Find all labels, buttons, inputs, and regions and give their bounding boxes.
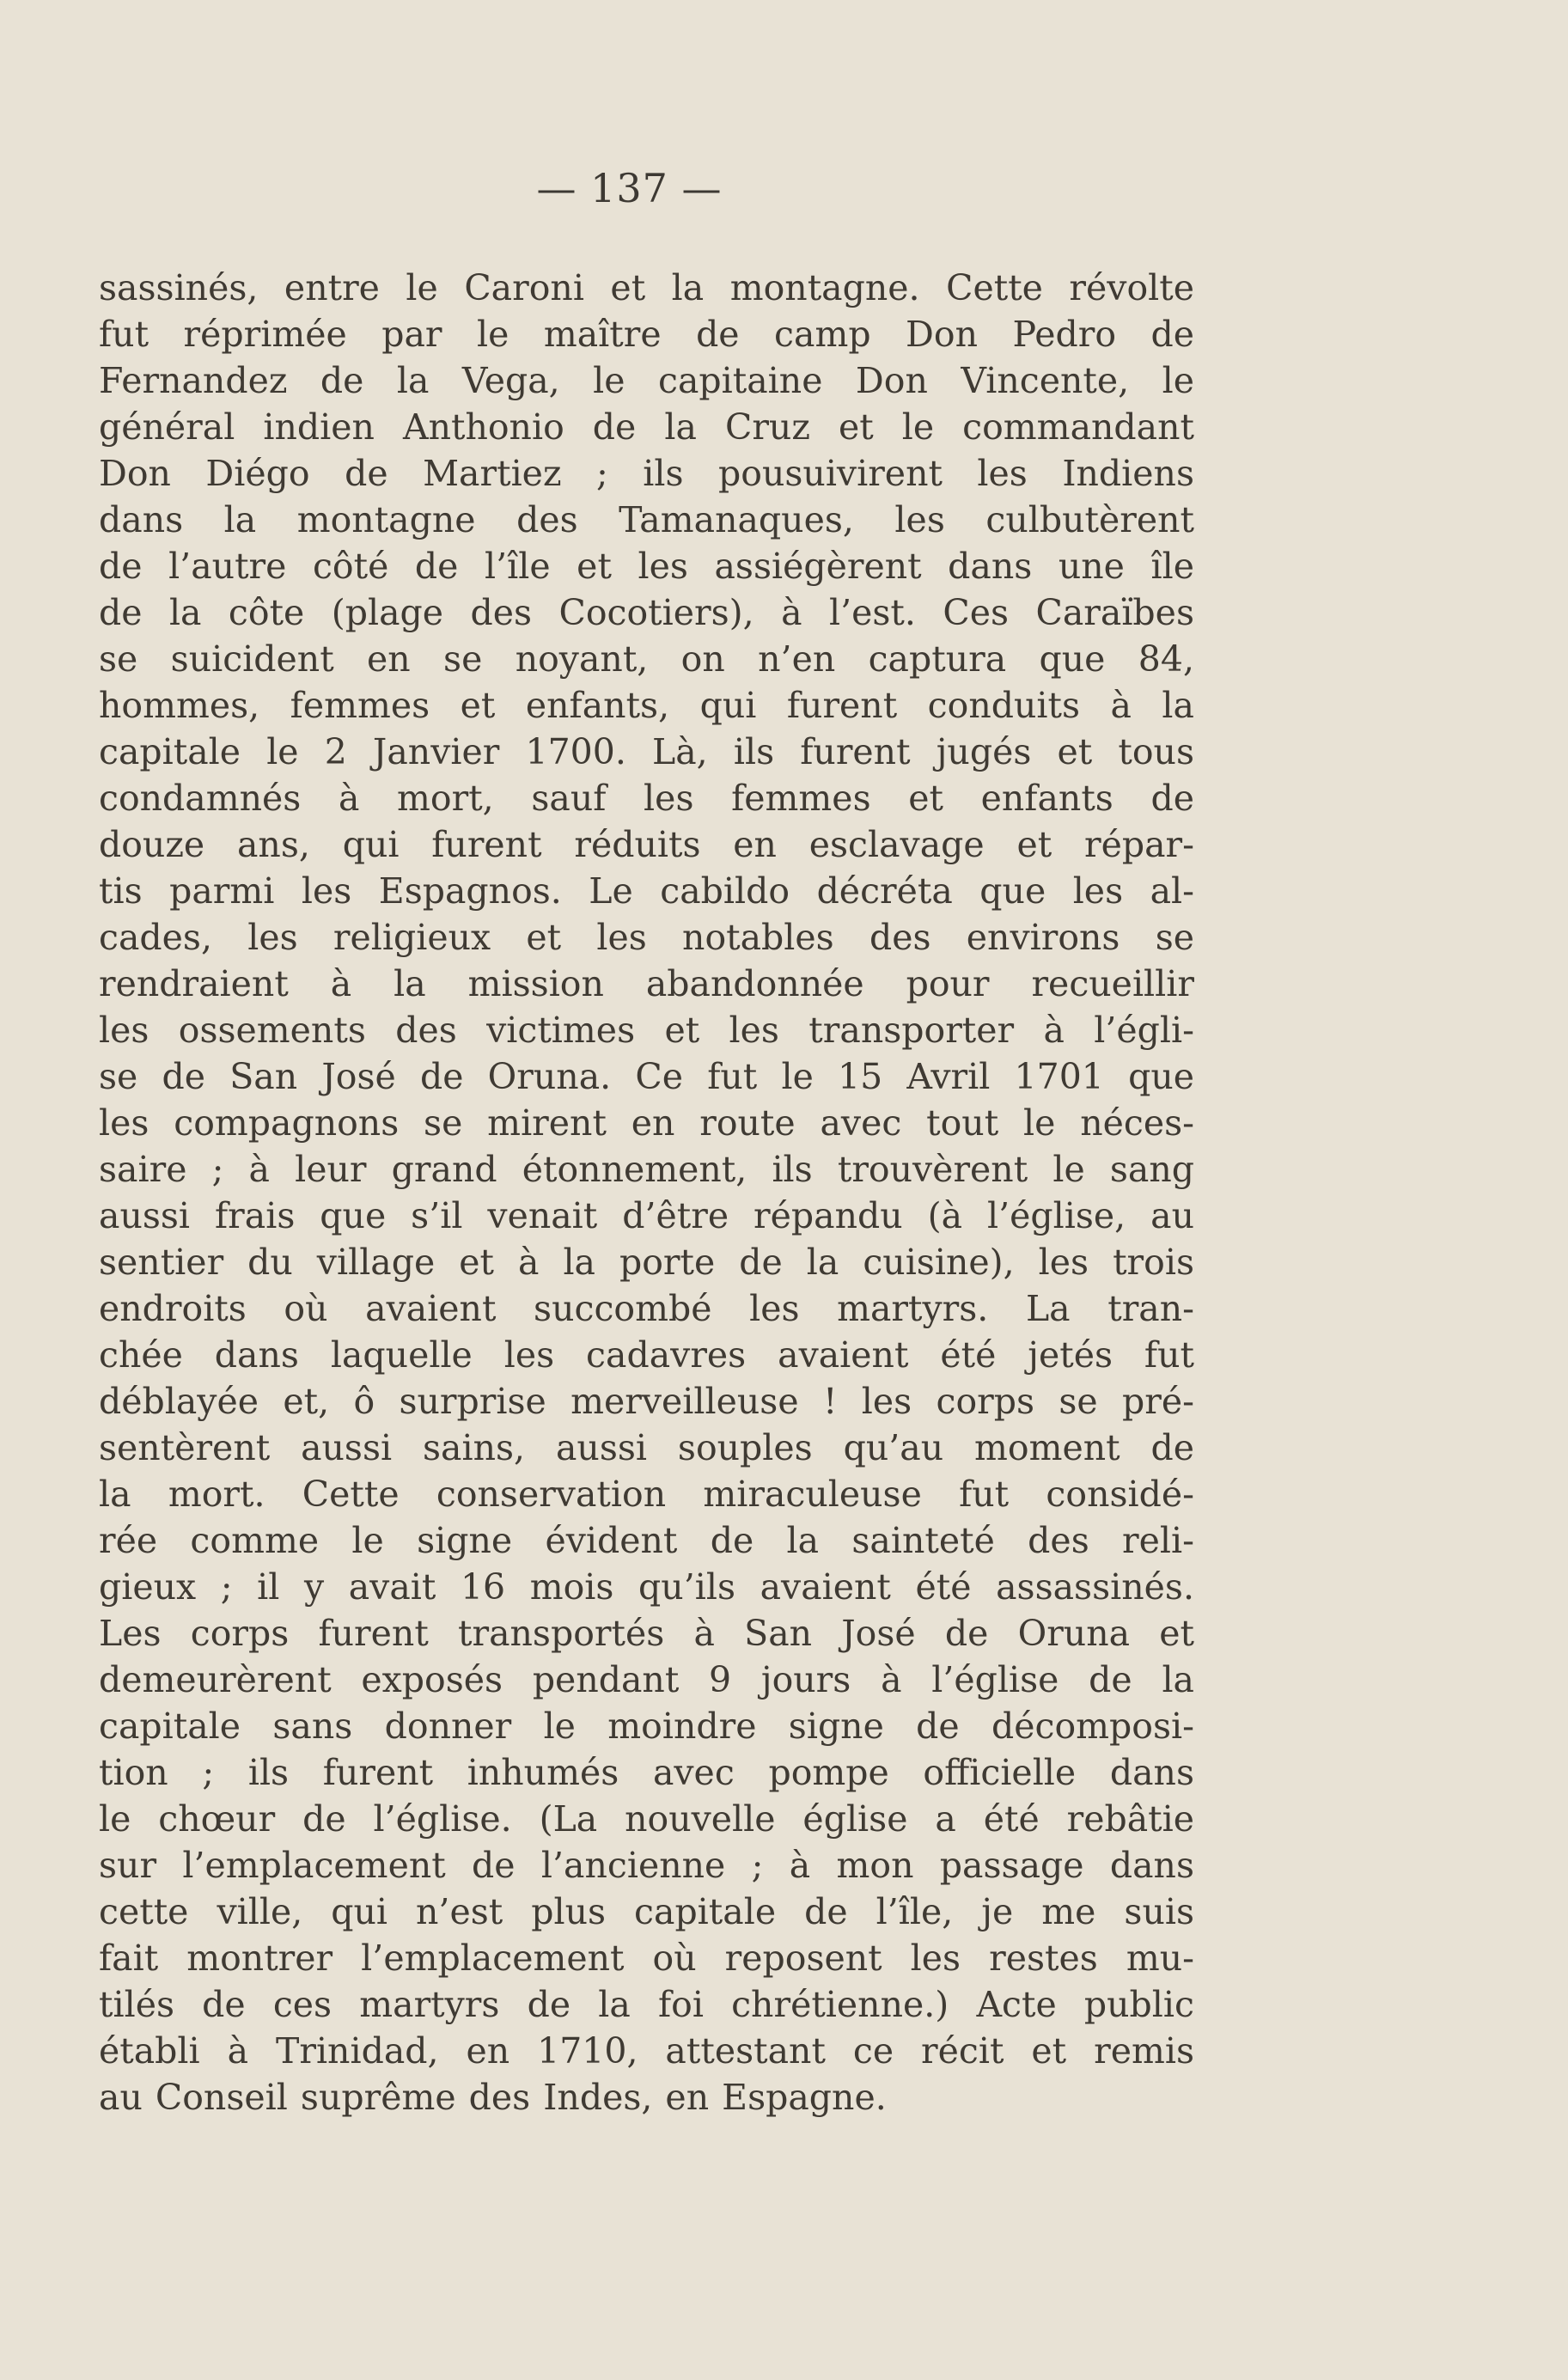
- text-line: Don Diégo de Martiez ; ils pousuivirent les Indiens: [99, 453, 1194, 494]
- text-line: déblayée et, ô surprise merveilleuse ! les corps se pré-: [99, 1381, 1194, 1422]
- text-line: le chœur de l’église. (La nouvelle église a été rebâtie: [99, 1798, 1194, 1840]
- text-line: douze ans, qui furent réduits en esclavage et répar-: [99, 824, 1194, 865]
- text-line: tion ; ils furent inhumés avec pompe officielle dans: [99, 1752, 1194, 1793]
- text-line: fait montrer l’emplacement où reposent les restes mu-: [99, 1938, 1194, 1979]
- text-line: capitale le 2 Janvier 1700. Là, ils furent jugés et tous: [99, 731, 1194, 772]
- text-line: de la côte (plage des Cocotiers), à l’est. Ces Caraïbes: [99, 592, 1194, 633]
- text-line: rendraient à la mission abandonnée pour recueillir: [99, 963, 1194, 1004]
- text-line: sentèrent aussi sains, aussi souples qu’au moment de: [99, 1427, 1194, 1468]
- text-line: se suicident en se noyant, on n’en captura que 84,: [99, 638, 1194, 680]
- text-line: de l’autre côté de l’île et les assiégèrent dans une île: [99, 546, 1194, 587]
- text-line: au Conseil suprême des Indes, en Espagne.: [99, 2077, 887, 2118]
- text-line: chée dans laquelle les cadavres avaient été jetés fut: [99, 1334, 1194, 1376]
- text-line: sentier du village et à la porte de la cuisine), les trois: [99, 1242, 1194, 1283]
- text-line: tis parmi les Espagnos. Le cabildo décréta que les al-: [99, 870, 1194, 912]
- text-line: fut réprimée par le maître de camp Don Pedro de: [99, 314, 1194, 355]
- text-line: rée comme le signe évident de la sainteté des reli-: [99, 1520, 1194, 1561]
- text-line: les compagnons se mirent en route avec tout le néces-: [99, 1102, 1194, 1144]
- text-line: cette ville, qui n’est plus capitale de l’île, je me suis: [99, 1891, 1194, 1932]
- text-line: condamnés à mort, sauf les femmes et enfants de: [99, 778, 1194, 819]
- text-line: se de San José de Oruna. Ce fut le 15 Avril 1701 que: [99, 1056, 1194, 1097]
- text-line: aussi frais que s’il venait d’être répandu (à l’église, au: [99, 1195, 1194, 1236]
- text-line: saire ; à leur grand étonnement, ils trouvèrent le sang: [99, 1149, 1194, 1190]
- text-line: dans la montagne des Tamanaques, les culbutèrent: [99, 499, 1194, 540]
- text-line: capitale sans donner le moindre signe de décomposi-: [99, 1706, 1194, 1747]
- text-line: tilés de ces martyrs de la foi chrétienne.) Acte public: [99, 1984, 1194, 2025]
- page-number: — 137 —: [536, 165, 723, 211]
- text-line: sassinés, entre le Caroni et la montagne. Cette révolte: [99, 267, 1194, 308]
- text-line: demeurèrent exposés pendant 9 jours à l’église de la: [99, 1659, 1194, 1700]
- text-line: établi à Trinidad, en 1710, attestant ce récit et remis: [99, 2030, 1194, 2072]
- text-line: gieux ; il y avait 16 mois qu’ils avaient été assassinés.: [99, 1566, 1194, 1608]
- text-line: hommes, femmes et enfants, qui furent conduits à la: [99, 685, 1194, 726]
- body-text: [99, 265, 1194, 2121]
- text-line: général indien Anthonio de la Cruz et le commandant: [99, 406, 1194, 448]
- text-line: sur l’emplacement de l’ancienne ; à mon passage dans: [99, 1845, 1194, 1886]
- text-line: Les corps furent transportés à San José de Oruna et: [99, 1613, 1194, 1654]
- text-line: Fernandez de la Vega, le capitaine Don Vincente, le: [99, 360, 1194, 401]
- text-line: cades, les religieux et les notables des environs se: [99, 917, 1194, 958]
- text-line: les ossements des victimes et les transporter à l’égli-: [99, 1010, 1194, 1051]
- text-line: la mort. Cette conservation miraculeuse fut considé-: [99, 1474, 1194, 1515]
- text-line: endroits où avaient succombé les martyrs. La tran-: [99, 1288, 1194, 1329]
